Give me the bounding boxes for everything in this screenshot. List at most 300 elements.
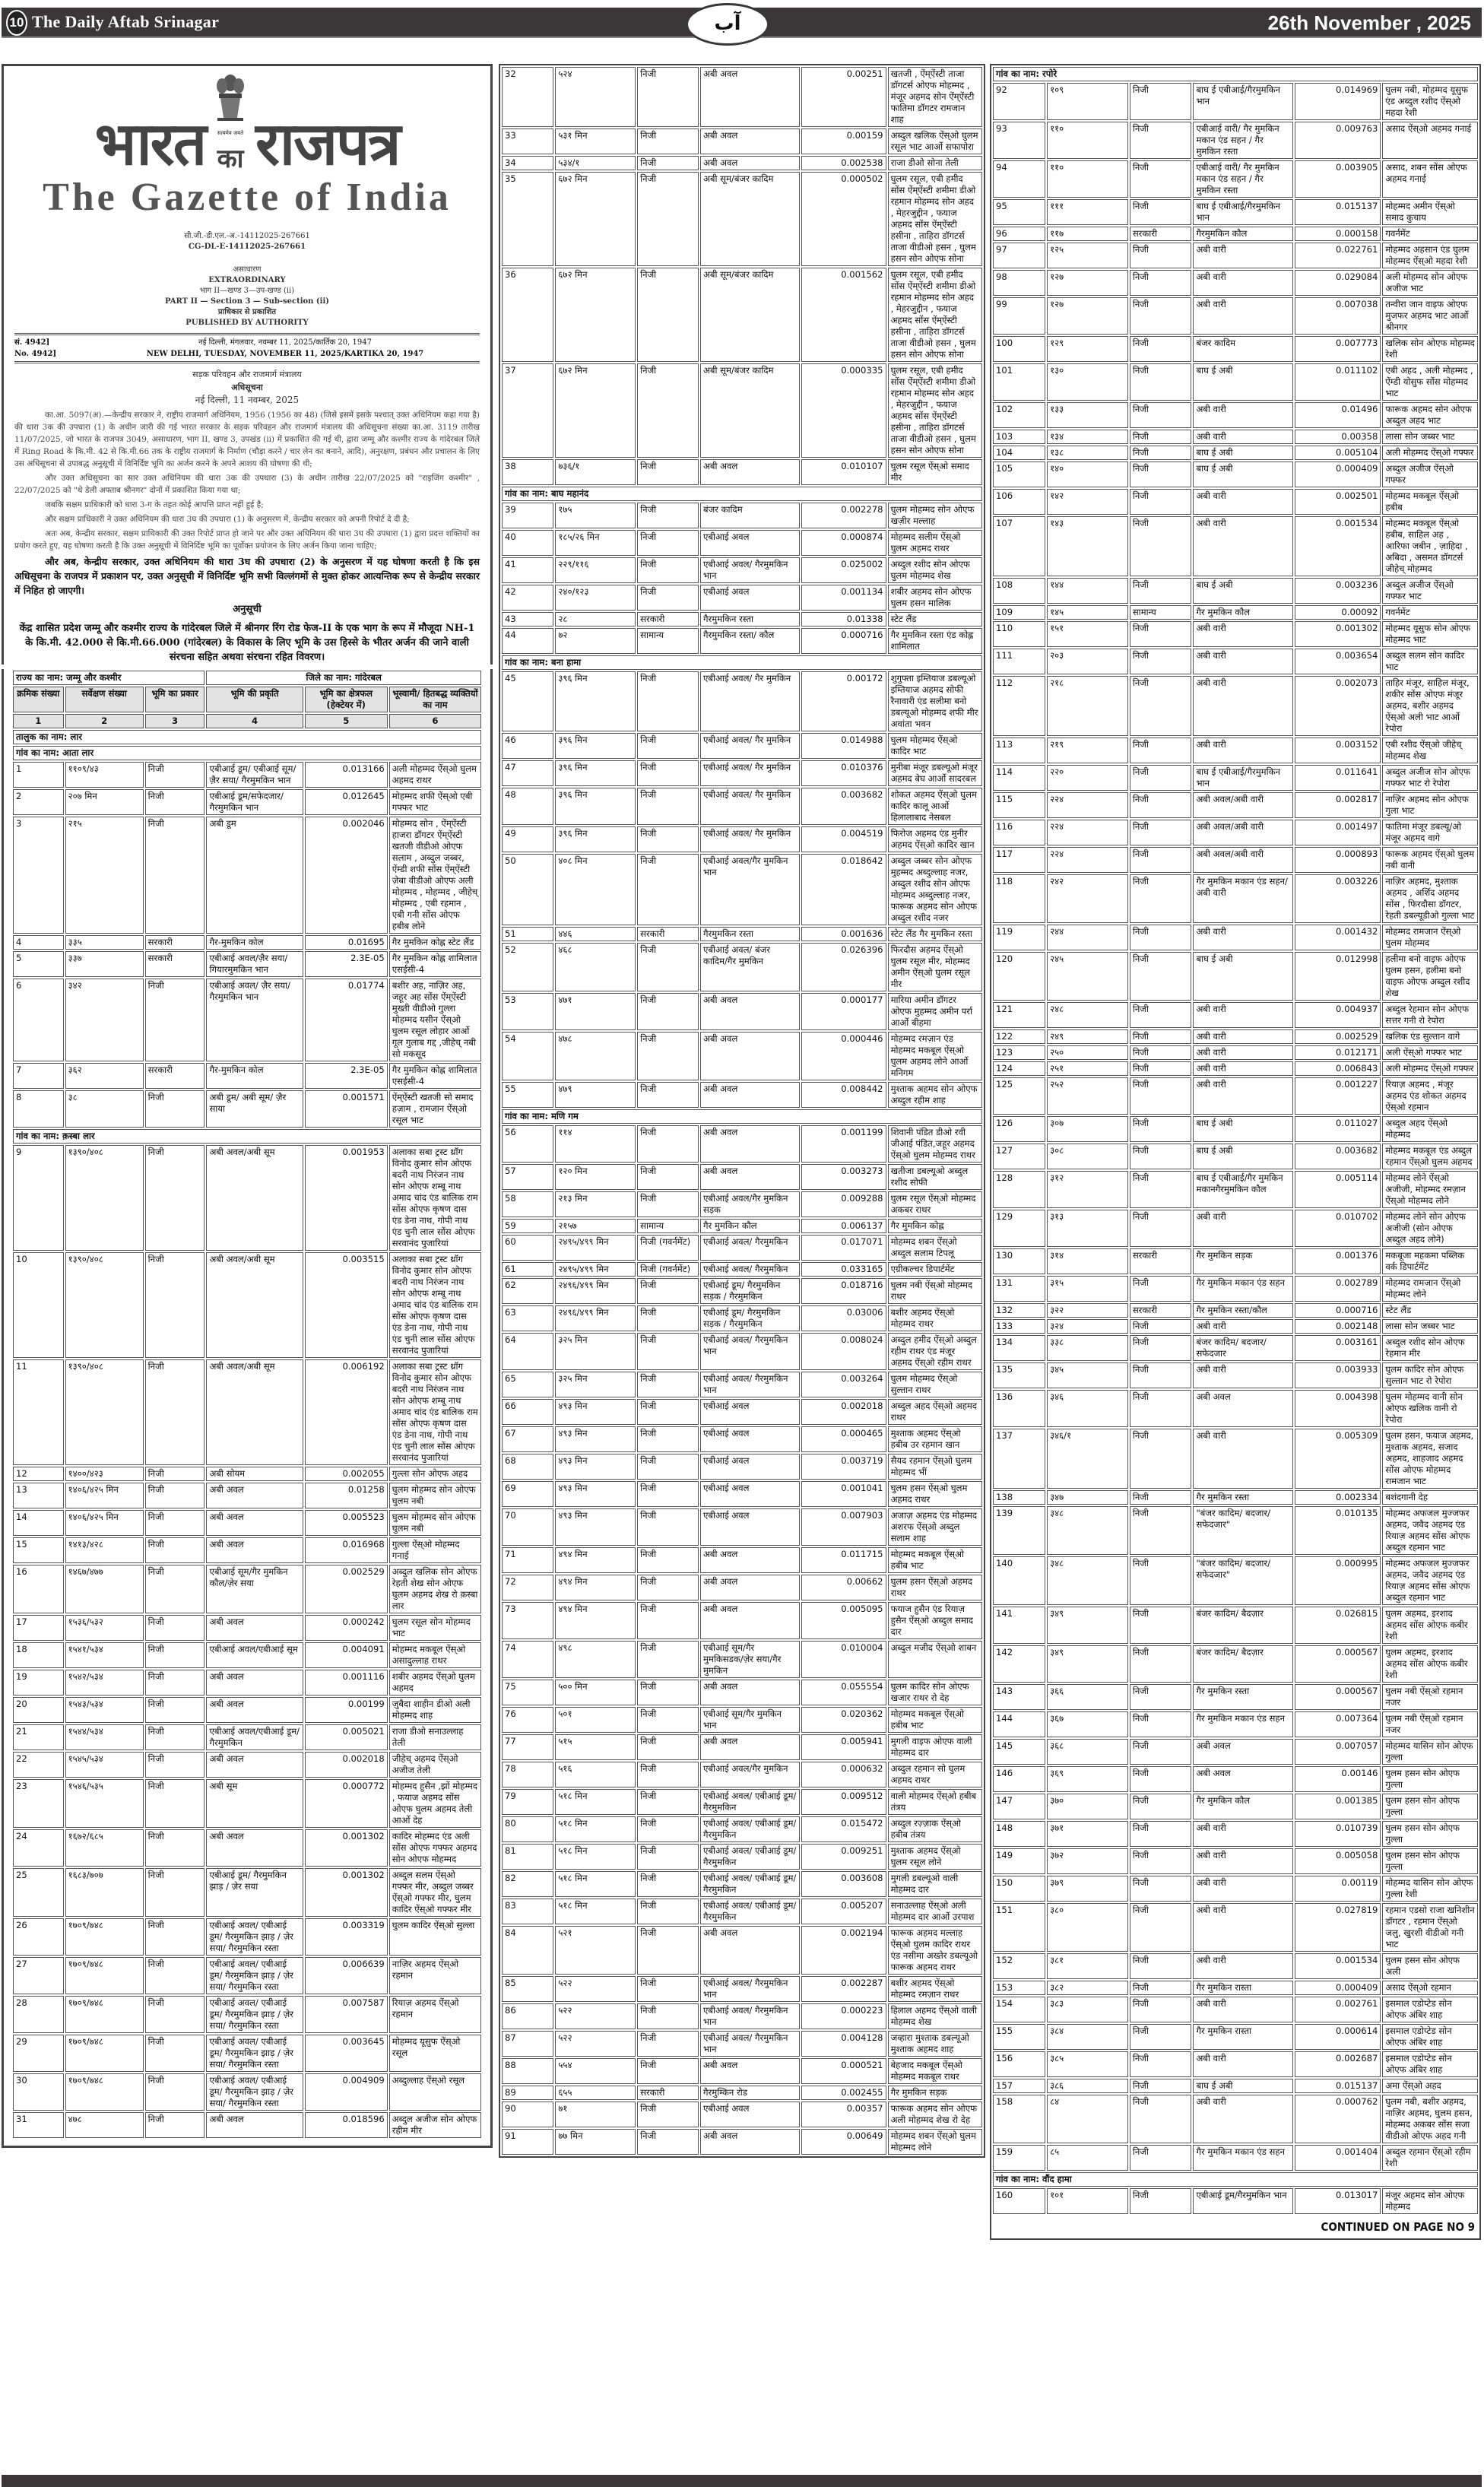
- land-type: निजी: [1130, 2145, 1192, 2171]
- table-row: [502, 156, 982, 170]
- land-nature: अबी अवल: [700, 1082, 800, 1108]
- land-nature: अबी वारी: [1193, 1876, 1293, 1902]
- land-area: 0.004909: [305, 2073, 388, 2111]
- land-nature: अबी अवल/अबी वारी: [1193, 792, 1293, 818]
- survey-number: ३८: [65, 1090, 144, 1128]
- land-area: 0.00251: [801, 67, 886, 127]
- land-nature: गैर मुमकिन मकान एंड सहन: [1193, 2145, 1293, 2171]
- serial-number: 121: [993, 1002, 1045, 1028]
- table-row: [502, 612, 982, 627]
- table-row: [993, 1077, 1478, 1115]
- table-row: [993, 516, 1478, 576]
- survey-number: १२० मिन: [555, 1164, 636, 1190]
- owner-name: मोहम्मद शबन ऐंस्ओ घुलम मोहम्मद लोने: [888, 2129, 982, 2155]
- land-type: निजी: [145, 1752, 205, 1778]
- owner-name: अब्दुल हमीद ऐंस्ओ अब्दुल रहीम राथर एंड मंजूर अहमद ऐंस्ओ रहीम राथर: [888, 1333, 982, 1370]
- land-nature: अबी सूम/बंजर कादिम: [700, 268, 800, 362]
- table-row: [502, 2003, 982, 2029]
- survey-number: २४४: [1047, 925, 1128, 950]
- land-type: निजी: [1130, 1319, 1192, 1334]
- serial-number: 90: [502, 2102, 553, 2127]
- land-type: निजी: [145, 1510, 205, 1536]
- land-nature: एबीआई अवल/ एबीआई डूम/ गैरमुमकिन झाड़ / ज़ेर सया/ गैरमुमकिन रस्ता: [206, 1996, 303, 2033]
- owner-name: इसमाल एडोप्टेड सोन ओएफ अंबिर शाह: [1382, 2024, 1478, 2050]
- survey-number: १०९: [1047, 83, 1128, 120]
- village-name: गांव का नाम: आता लार: [13, 746, 481, 760]
- table-row: [993, 270, 1478, 296]
- land-nature: एबीआई अवल/एबीआई डूम/गैरमुमकिन: [206, 1724, 303, 1750]
- survey-number: ६५५: [555, 2086, 636, 2100]
- table-row: [13, 1670, 481, 1696]
- owner-name: अब्दुल जब्बर सोन ओएफ मुहम्मद अब्दुल्लाह नजर, अब्दुल रशीद सोन ओएफ मोहम्मद अब्दुल्लाह नजर, फारूक अहमद सोन ओएफ अब्दुल रशीद नजर: [888, 854, 982, 925]
- land-area: 0.010702: [1295, 1210, 1381, 1247]
- survey-number: ४६८: [555, 943, 636, 991]
- table-row: [993, 430, 1478, 444]
- land-nature: "बंजर कादिम/ बदजार/ सफेदजार": [1193, 1556, 1293, 1605]
- table-row: [993, 1953, 1478, 1979]
- survey-number: १७५: [555, 503, 636, 528]
- serial-number: 25: [13, 1868, 64, 1917]
- owner-name: एग्रीकल्चर डिपार्टमेंट: [888, 1262, 982, 1277]
- state-district-row: [13, 671, 481, 685]
- owner-name: घुलम हसन सोन ओएफ अली: [1382, 1953, 1478, 1979]
- survey-number: ३४८: [1047, 1506, 1128, 1555]
- land-type: निजी: [1130, 446, 1192, 460]
- serial-number: 43: [502, 612, 553, 627]
- table-row: [502, 993, 982, 1030]
- table-row: [993, 1144, 1478, 1169]
- land-area: 0.003152: [1295, 738, 1381, 763]
- land-type: निजी: [637, 1305, 699, 1331]
- land-area: 0.01338: [801, 612, 886, 627]
- land-type: निजी: [145, 2073, 205, 2111]
- schedule-table-col2: [500, 65, 984, 2156]
- village-header-row: [502, 655, 982, 670]
- land-type: निजी: [637, 1844, 699, 1870]
- land-area: 0.016968: [305, 1537, 388, 1563]
- land-type: निजी: [145, 2035, 205, 2072]
- land-nature: अबी वारी: [1193, 649, 1293, 674]
- owner-name: मोहम्मद हुसैन ,झों मोहम्मद , फयाज अहमद सोंस ओएफ घुलम अहमद तेली आर्ओ देह: [389, 1779, 481, 1828]
- table-row: [502, 1372, 982, 1397]
- table-row: [993, 952, 1478, 1001]
- serial-number: 109: [993, 605, 1045, 620]
- serial-number: 79: [502, 1789, 553, 1815]
- land-type: निजी: [1130, 363, 1192, 401]
- land-type: निजी: [145, 1565, 205, 1613]
- survey-number: ३८३: [1047, 1997, 1128, 2022]
- serial-number: 160: [993, 2188, 1045, 2214]
- land-type: निजी: [145, 1145, 205, 1251]
- serial-number: 78: [502, 1762, 553, 1788]
- serial-number: 118: [993, 874, 1045, 923]
- owner-name: घुलम हसन सोन ओएफ गुल्ला: [1382, 1794, 1478, 1819]
- owner-name: जीहेच् अहमद ऐंस्ओ अजीज तेली: [389, 1752, 481, 1778]
- village-header-row: [13, 746, 481, 760]
- land-area: 0.000567: [1295, 1684, 1381, 1710]
- land-type: निजी: [637, 2003, 699, 2029]
- table-row: [502, 1789, 982, 1815]
- serial-number: 38: [502, 459, 553, 485]
- owner-name: लासा सोन जब्बर भाट: [1382, 430, 1478, 444]
- land-type: निजी: [1130, 1711, 1192, 1737]
- survey-number: १०१: [1047, 2188, 1128, 2214]
- survey-number: ३७०: [1047, 1794, 1128, 1819]
- owner-name: अब्दुल अजीज ऐंस्ओ गफ्फर भाट: [1382, 578, 1478, 604]
- owner-name: घुलम कादिर सोन ओएफ खजार राथर रो देह: [888, 1680, 982, 1705]
- land-area: 0.00119: [1295, 1876, 1381, 1902]
- serial-number: 138: [993, 1490, 1045, 1505]
- table-row: [993, 2051, 1478, 2077]
- header-serial: क्रमिक संख्या: [13, 687, 64, 712]
- continued-note: CONTINUED ON PAGE NO 9: [1321, 2220, 1475, 2234]
- land-nature: एबीआई अवल/ बंजर कादिम/गैर मुमकिन: [700, 943, 800, 991]
- survey-number: १२५: [1047, 243, 1128, 268]
- survey-number: ४७१: [555, 993, 636, 1030]
- serial-number: 108: [993, 578, 1045, 604]
- land-area: 0.000995: [1295, 1556, 1381, 1605]
- col-number: 6: [389, 714, 481, 728]
- owner-name: नाज़िर अहमद, मुश्ताक अहमद , अर्शिद अहमद सोंस , फिरदौसा डॉगटर, रेहती डबल्यूडीओ गुल्ला भाट: [1382, 874, 1478, 923]
- land-area: 0.003264: [801, 1372, 886, 1397]
- land-area: 0.002278: [801, 503, 886, 528]
- land-area: 0.002055: [305, 1467, 388, 1481]
- owner-name: मोहम्मद लोने ऐंस्ओ अजीजी, मोहम्मद रमज़ान ऐंस्ओ मोहम्मद लोने: [1382, 1171, 1478, 1208]
- survey-number: ३६६: [1047, 1684, 1128, 1710]
- serial-number: 68: [502, 1454, 553, 1480]
- land-type: निजी: [1130, 1390, 1192, 1427]
- table-row: [993, 1335, 1478, 1361]
- land-nature: अबी सोयम: [206, 1467, 303, 1481]
- land-nature: गैर मुमकिन रस्ता/कौल: [1193, 1303, 1293, 1318]
- owner-name: मोहम्मद मकबूल ऐंस्ओ असादुल्लाह राथर: [389, 1642, 481, 1668]
- table-row: [502, 459, 982, 485]
- table-row: [993, 462, 1478, 487]
- land-area: 0.006192: [305, 1359, 388, 1465]
- land-area: 0.000446: [801, 1032, 886, 1080]
- land-type: निजी: [1130, 297, 1192, 335]
- land-nature: अबी वारी: [1193, 1319, 1293, 1334]
- survey-number: ३८५: [1047, 2051, 1128, 2077]
- serial-number: 128: [993, 1171, 1045, 1208]
- land-type: निजी: [637, 503, 699, 528]
- owner-name: कादिर मोहम्मद एंड अली सोंस ओएफ गफ्फर अहमद सोन ओएफ मोहम्मद: [389, 1829, 481, 1867]
- land-nature: अबी अवल: [206, 1483, 303, 1508]
- serial-number: 152: [993, 1953, 1045, 1979]
- serial-number: 133: [993, 1319, 1045, 1334]
- serial-number: 23: [13, 1779, 64, 1828]
- land-area: 0.001376: [1295, 1248, 1381, 1274]
- newspaper-logo-icon: آب: [686, 3, 769, 46]
- survey-number: १३९०/४०८: [65, 1252, 144, 1358]
- survey-number: १७०९/७४८: [65, 1918, 144, 1956]
- land-area: 0.000893: [1295, 847, 1381, 873]
- serial-number: 127: [993, 1144, 1045, 1169]
- table-row: [502, 927, 982, 941]
- owner-name: फयाज हुसैन एंड रियाज़ हुसैन ऐंस्ओ अब्दुल समाद दार: [888, 1602, 982, 1639]
- survey-number: ५१५: [555, 1734, 636, 1760]
- serial-number: 60: [502, 1235, 553, 1261]
- land-nature: गैर मुमकिन रास्ता: [1193, 1981, 1293, 1995]
- owner-name: मुगली डबल्यूओ वाली मोहम्मद दार: [888, 1871, 982, 1897]
- land-nature: अबी अवल/अबी सूम: [206, 1145, 303, 1251]
- land-nature: अबी वारी: [1193, 1848, 1293, 1874]
- table-row: [502, 1481, 982, 1507]
- land-type: निजी: [145, 1467, 205, 1481]
- land-type: निजी: [145, 1996, 205, 2033]
- owner-name: घुलम नबी, बशीर अहमद, नाज़िर अहमद, घुलम हसन, मोहम्मद अकबर सोंस सजा वीडीओ ओएफ अहद गनी: [1382, 2095, 1478, 2143]
- serial-number: 122: [993, 1029, 1045, 1044]
- land-area: 0.015137: [1295, 2079, 1381, 2093]
- owner-name: राजा डीओ सोना तेली: [888, 156, 982, 170]
- land-area: 0.010135: [1295, 1506, 1381, 1555]
- land-type: सामान्य: [637, 1219, 699, 1233]
- land-area: 0.03006: [801, 1305, 886, 1331]
- land-nature: एबीआई डूम/ गैरमुमकिन सड़क / गैरमुमकिन: [700, 1305, 800, 1331]
- land-nature: एबीआई अवल/ ज़ैर सया/ गैरमुमकिन भान: [206, 979, 303, 1061]
- owner-name: अब्दुल अहद ऐंस्ओ अहमद राथर: [888, 1399, 982, 1425]
- serial-number: 136: [993, 1390, 1045, 1427]
- survey-number: ४९४ मिन: [555, 1547, 636, 1573]
- table-row: [502, 1191, 982, 1217]
- land-type: निजी: [1130, 649, 1192, 674]
- land-type: निजी: [1130, 1506, 1192, 1555]
- land-type: निजी: [1130, 1335, 1192, 1361]
- survey-number: ४९३ मिन: [555, 1481, 636, 1507]
- land-nature: एबीआई अवल/ गैरमुमकिन भान: [700, 1976, 800, 2002]
- land-type: सरकारी: [145, 935, 205, 950]
- land-type: निजी: [1130, 83, 1192, 120]
- owner-name: खलिक एंड सुल्तान वागे: [1382, 1029, 1478, 1044]
- table-row: [993, 1903, 1478, 1952]
- table-row: [13, 951, 481, 977]
- serial-number: 73: [502, 1602, 553, 1639]
- survey-number: २२९/११६: [555, 557, 636, 583]
- state-name: राज्य का नाम: जम्मू और कश्मीर: [13, 671, 205, 685]
- serial-number: 120: [993, 952, 1045, 1001]
- serial-number: 20: [13, 1697, 64, 1723]
- table-row: [13, 1918, 481, 1956]
- survey-number: १३०: [1047, 363, 1128, 401]
- land-type: निजी: [1130, 1144, 1192, 1169]
- serial-number: 134: [993, 1335, 1045, 1361]
- village-name: गांव का नाम: क़स्बा लार: [13, 1129, 481, 1144]
- survey-number: २४९६/४९९ मिन: [555, 1305, 636, 1331]
- land-area: 0.01496: [1295, 402, 1381, 428]
- land-area: 0.055554: [801, 1680, 886, 1705]
- serial-number: 77: [502, 1734, 553, 1760]
- land-nature: अबी वारी: [1193, 243, 1293, 268]
- schedule-description: केंद्र शासित प्रदेश जम्मू और कश्मीर राज्य के गांदेरबल जिले में श्रीनगर रिंग रोड फेज-II के एक भाग के रूप में मौजूदा NH-1 के कि.मी. 42.000 से कि.मी.66.000 (गांदेरबल) के विकास के लिए भूमि के उस हिस्से के भीतर अर्जन की जाने वाली संरचना सहित अथवा संरचना रहित विवरण।: [19, 623, 475, 663]
- land-area: 0.003682: [1295, 1144, 1381, 1169]
- survey-number: ३६२: [65, 1063, 144, 1089]
- village-name: गांव का नाम: वौंद हामा: [993, 2172, 1478, 2187]
- owner-name: मोहम्मद सलीम ऐंस्ओ घुलम अहमद राथर: [888, 530, 982, 556]
- land-nature: एबीआई वारी/ गैर मुमकिन मकान एंड सहन / गैर मुमकिन रस्ता: [1193, 122, 1293, 159]
- table-row: [993, 676, 1478, 736]
- land-area: 0.001041: [801, 1481, 886, 1507]
- land-area: 0.004128: [801, 2031, 886, 2057]
- land-nature: अबी अवल: [206, 1829, 303, 1867]
- land-area: 0.000772: [305, 1779, 388, 1828]
- land-area: 0.005095: [801, 1602, 886, 1639]
- serial-number: 103: [993, 430, 1045, 444]
- issue-number-hindi: सं. 4942]: [14, 338, 50, 347]
- land-area: 0.002194: [801, 1926, 886, 1975]
- survey-number: ३९६ मिन: [555, 788, 636, 825]
- land-nature: अबी अवल: [700, 1125, 800, 1163]
- table-row: [993, 1116, 1478, 1142]
- table-row: [502, 2129, 982, 2155]
- land-type: निजी: [145, 1868, 205, 1917]
- owner-name: लासा सोन जब्बर भाट: [1382, 1319, 1478, 1334]
- table-row: [502, 1575, 982, 1600]
- survey-number: ३३५: [65, 935, 144, 950]
- survey-number: १४२: [1047, 489, 1128, 515]
- land-nature: एबीआई डूम/ एबीआई सूम/ ज़ैर सया/ गैरमुमकिन भान: [206, 762, 303, 788]
- part-hindi: भाग II—खण्ड 3—उप-खण्ड (ii): [199, 287, 295, 295]
- survey-number: ७७ मिन: [555, 2129, 636, 2155]
- serial-number: 137: [993, 1429, 1045, 1489]
- column-1: [2, 64, 493, 2148]
- land-type: निजी: [637, 67, 699, 127]
- land-area: 0.001227: [1295, 1077, 1381, 1115]
- table-row: [993, 2079, 1478, 2093]
- owner-name: इसमाल एडोप्टेड सोन ओएफ अंबिर शाह: [1382, 2051, 1478, 2077]
- owner-name: अब्दुल अजीज सोन ओएफ रहीम मीर: [389, 2112, 481, 2138]
- table-row: [993, 2188, 1478, 2214]
- land-type: निजी: [1130, 430, 1192, 444]
- survey-number: ३४५: [1047, 1362, 1128, 1388]
- serial-number: 147: [993, 1794, 1045, 1819]
- notification-date: नई दिल्ली, 11 नवम्बर, 2025: [195, 395, 300, 405]
- land-type: सरकारी: [637, 927, 699, 941]
- serial-number: 126: [993, 1116, 1045, 1142]
- survey-number: २४५: [1047, 952, 1128, 1001]
- land-type: सामान्य: [637, 628, 699, 654]
- land-type: निजी: [1130, 738, 1192, 763]
- land-area: 0.003226: [1295, 874, 1381, 923]
- land-nature: एबीआई अवल/ एबीआई डूम/ गैरमुमकिन: [700, 1816, 800, 1842]
- survey-number: १३३: [1047, 402, 1128, 428]
- survey-number: १५४२/५३४: [65, 1670, 144, 1696]
- land-type: निजी: [637, 1789, 699, 1815]
- land-type: निजी: [145, 1252, 205, 1358]
- land-area: 0.002455: [801, 2086, 886, 2100]
- survey-number: ३३७: [65, 951, 144, 977]
- serial-number: 117: [993, 847, 1045, 873]
- land-nature: अबी वारी: [1193, 1997, 1293, 2022]
- serial-number: 69: [502, 1481, 553, 1507]
- owner-name: अब्दुल अहद ऐंस्ओ मोहम्मद: [1382, 1116, 1478, 1142]
- table-row: [502, 1082, 982, 1108]
- land-nature: अबी अवल: [700, 1680, 800, 1705]
- serial-number: 84: [502, 1926, 553, 1975]
- land-type: निजी: [637, 1426, 699, 1452]
- land-type: निजी: [1130, 1997, 1192, 2022]
- land-area: 0.012998: [1295, 952, 1381, 1001]
- survey-number: ५१६: [555, 1762, 636, 1788]
- land-type: निजी: [1130, 462, 1192, 487]
- column-3: [990, 64, 1481, 2240]
- land-area: 0.001302: [305, 1868, 388, 1917]
- land-area: 0.003719: [801, 1454, 886, 1480]
- serial-number: 129: [993, 1210, 1045, 1247]
- national-emblem-icon: [213, 72, 248, 125]
- land-area: 0.005523: [305, 1510, 388, 1536]
- table-row: [13, 1642, 481, 1668]
- survey-number: ३४८: [1047, 1556, 1128, 1605]
- land-type: निजी: [1130, 874, 1192, 923]
- serial-number: 14: [13, 1510, 64, 1536]
- serial-number: 150: [993, 1876, 1045, 1902]
- col-number: 2: [65, 714, 144, 728]
- land-type: निजी: [1130, 1029, 1192, 1044]
- survey-number: १२९: [1047, 336, 1128, 362]
- survey-number: ४९३ मिन: [555, 1399, 636, 1425]
- owner-name: अलाका सबा ट्रस्ट थ्रॉग विनोद कुमार सोन ओएफ बदरी नाथ निरंजन नाथ सोन ओएफ शम्बू नाथ अमाद चांद एंड बालिक राम सोंस ओएफ कृषण दास एंड डेना नाथ, गोपी नाथ एंड चुनी लाल सोंस ओएफ सरवानंद पुजारियां: [389, 1252, 481, 1358]
- owner-name: रियाज़ अहमद ऐंस्ओ रहमान: [389, 1996, 481, 2033]
- land-area: 0.002148: [1295, 1319, 1381, 1334]
- land-type: निजी: [637, 268, 699, 362]
- owner-name: हलीमा बनो वाइफ ओएफ घुलम हसन, हलीमा बनो वाइफ ओएफ अब्दुल रशीद शेख: [1382, 952, 1478, 1001]
- land-nature: बाघ ई अबी: [1193, 1116, 1293, 1142]
- table-row: [502, 1032, 982, 1080]
- land-nature: गैर मुमकिन कौल: [700, 1219, 800, 1233]
- survey-number: २१३ मिन: [555, 1191, 636, 1217]
- ministry-name: सड़क परिवहन और राजमार्ग मंत्रालय: [192, 370, 302, 379]
- land-type: निजी: [637, 788, 699, 825]
- land-nature: एबीआई सूम/गैर मुमकिन कौल/ज़ेर सया: [206, 1565, 303, 1613]
- land-nature: अबी अवल: [700, 1164, 800, 1190]
- survey-number: ४७८: [555, 1032, 636, 1080]
- serial-number: 13: [13, 1483, 64, 1508]
- owner-name: ऐंम्ऐंस्टी खतजी सो समाद हज़ाम , रामजान ऐंस्ओ रसूल भाट: [389, 1090, 481, 1128]
- schedule-table-col3: [991, 65, 1479, 2216]
- survey-number: ५३१ मिन: [555, 128, 636, 154]
- serial-number: 48: [502, 788, 553, 825]
- land-type: निजी: [637, 128, 699, 154]
- land-area: 0.001432: [1295, 925, 1381, 950]
- table-row: [502, 1816, 982, 1842]
- land-type: निजी: [637, 1164, 699, 1190]
- serial-number: 149: [993, 1848, 1045, 1874]
- dateline-hindi: नई दिल्ली, मंगलवार, नवम्बर 11, 2025/कार्तिक 20, 1947: [198, 338, 372, 347]
- serial-number: 45: [502, 671, 553, 731]
- owner-name: अलाका सबा ट्रस्ट थ्रॉग विनोद कुमार सोन ओएफ बदरी नाथ निरंजन नाथ सोन ओएफ शम्बू नाथ अमाद चांद एंड बालिक राम सोंस ओएफ कृषण दास एंड डेना नाथ, गोपी नाथ एंड चुनी लाल सोंस ओएफ सरवानंद पुजारियां: [389, 1359, 481, 1465]
- land-nature: गैर मुमकिन रस्ता: [1193, 1490, 1293, 1505]
- land-nature: अबी सूम: [206, 1779, 303, 1828]
- survey-number: २५१: [1047, 1061, 1128, 1076]
- owner-name: घुलम कादिर ऐंस्ओ सुल्ला: [389, 1918, 481, 1956]
- table-row: [502, 1426, 982, 1452]
- serial-number: 148: [993, 1821, 1045, 1847]
- owner-name: घुलम नबी ऐंस्ओ रहमान नजर: [1382, 1684, 1478, 1710]
- serial-number: 116: [993, 820, 1045, 845]
- serial-number: 8: [13, 1090, 64, 1128]
- land-type: निजी: [1130, 1210, 1192, 1247]
- land-type: निजी: [637, 1082, 699, 1108]
- table-row: [502, 826, 982, 852]
- serial-number: 53: [502, 993, 553, 1030]
- serial-number: 15: [13, 1537, 64, 1563]
- land-area: 0.001116: [305, 1670, 388, 1696]
- table-row: [993, 122, 1478, 159]
- land-type: सरकारी: [1130, 1303, 1192, 1318]
- land-nature: अबी डूम: [206, 817, 303, 934]
- land-nature: अबी वारी: [1193, 1002, 1293, 1028]
- land-type: निजी: [1130, 1490, 1192, 1505]
